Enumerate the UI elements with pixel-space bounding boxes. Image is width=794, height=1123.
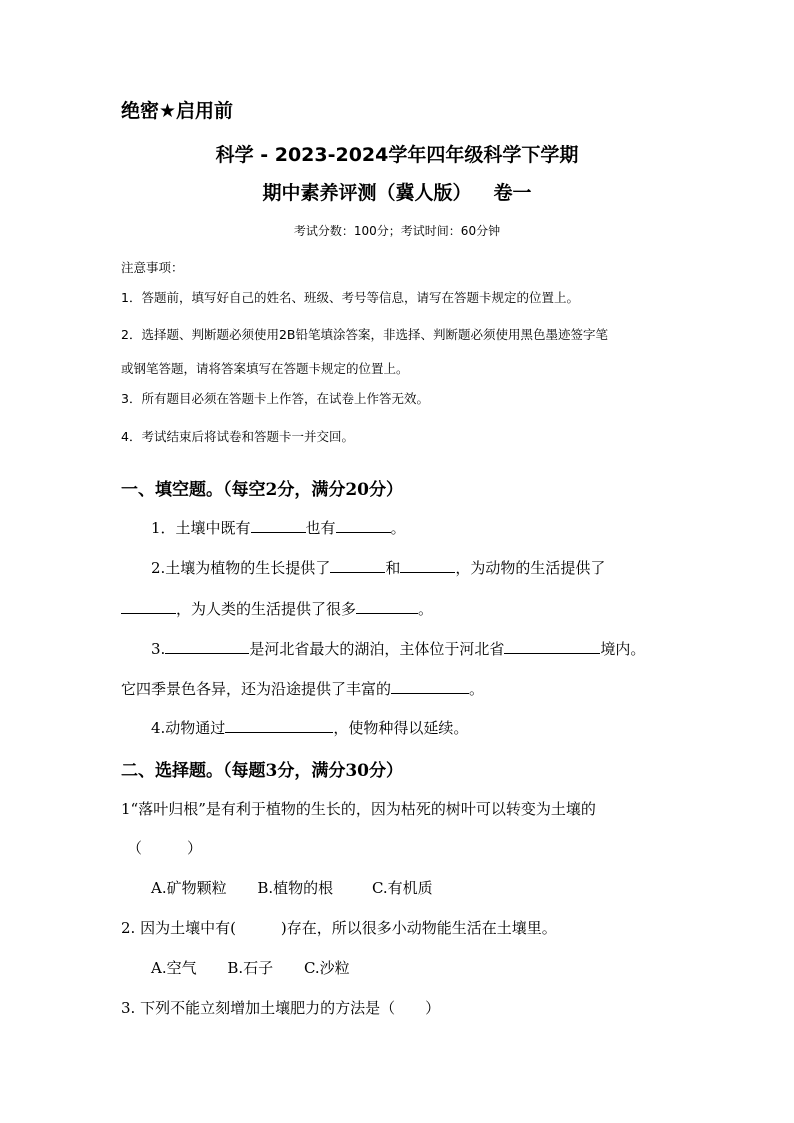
answer-blank[interactable] — [400, 558, 455, 573]
exam-info: 考试分数：100分；考试时间：60分钟 — [293, 224, 501, 238]
choice-question-3-stem: 3. 下列不能立刻增加土壤肥力的方法是（ ） — [121, 999, 441, 1017]
notice-item: 2．选择题、判断题必须使用2B铅笔填涂答案，非选择、判断题必须使用黑色墨迹签字笔 — [121, 327, 608, 342]
option-a[interactable]: A.空气 — [151, 959, 197, 977]
choice-question-2-options — [151, 957, 350, 978]
fill-question-2-cont: ，为人类的生活提供了很多 。 — [121, 598, 433, 619]
notice-item: 4．考试结束后将试卷和答题卡一并交回。 — [121, 429, 354, 444]
notice-item: 或钢笔答题，请将答案填写在答题卡规定的位置上。 — [121, 361, 409, 376]
option-b[interactable]: B.植物的根 — [257, 879, 334, 897]
exam-title-text: 期中素养评测（冀人版） — [262, 182, 472, 204]
answer-blank[interactable] — [330, 558, 385, 573]
answer-blank[interactable] — [121, 599, 176, 614]
fill-question-1: 1．土壤中既有 也有 。 — [151, 519, 406, 537]
fill-question-3: 3. 是河北省最大的湖泊，主体位于河北省 境内。 — [151, 640, 646, 658]
answer-blank[interactable] — [336, 518, 391, 533]
notice-heading: 注意事项： — [121, 260, 184, 275]
option-a[interactable]: A.矿物颗粒 — [151, 879, 227, 897]
option-c[interactable]: C.有机质 — [371, 879, 433, 897]
option-c[interactable]: C.沙粒 — [303, 959, 350, 977]
fill-question-3-cont: 它四季景色各异，还为沿途提供了丰富的 。 — [121, 680, 485, 698]
choice-question-1-paren: （ ） — [127, 839, 203, 857]
choice-question-1-stem: 1“落叶归根”是有利于植物的生长的，因为枯死的树叶可以转变为土壤的 — [121, 800, 596, 818]
exam-title-line2 — [0, 178, 794, 205]
answer-blank[interactable] — [251, 518, 306, 533]
answer-blank[interactable] — [504, 639, 600, 654]
notice-item: 3．所有题目必须在答题卡上作答，在试卷上作答无效。 — [121, 391, 429, 406]
answer-blank[interactable] — [391, 679, 469, 694]
fill-question-2: 2.土壤为植物的生长提供了 和 ，为动物的生活提供了 — [151, 559, 606, 577]
answer-blank[interactable] — [225, 718, 333, 733]
confidential-label: 绝密★启用前 — [121, 100, 234, 122]
choice-question-1-options — [151, 877, 433, 898]
answer-blank[interactable] — [356, 599, 418, 614]
notice-item: 1．答题前，填写好自己的姓名、班级、考号等信息，请写在答题卡规定的位置上。 — [121, 290, 579, 305]
exam-volume: 卷一 — [493, 182, 532, 204]
section2-heading: 二、选择题。（每题3分，满分30分） — [121, 761, 403, 781]
section1-heading: 一、填空题。（每空2分，满分20分） — [121, 480, 403, 500]
answer-blank[interactable] — [165, 639, 249, 654]
exam-title-line1: 科学 - 2023-2024学年四年级科学下学期 — [215, 144, 579, 166]
option-b[interactable]: B.石子 — [227, 959, 274, 977]
fill-question-4: 4.动物通过 ，使物种得以延续。 — [151, 719, 469, 737]
choice-question-2-stem: 2. 因为土壤中有( )存在，所以很多小动物能生活在土壤里。 — [121, 919, 557, 937]
